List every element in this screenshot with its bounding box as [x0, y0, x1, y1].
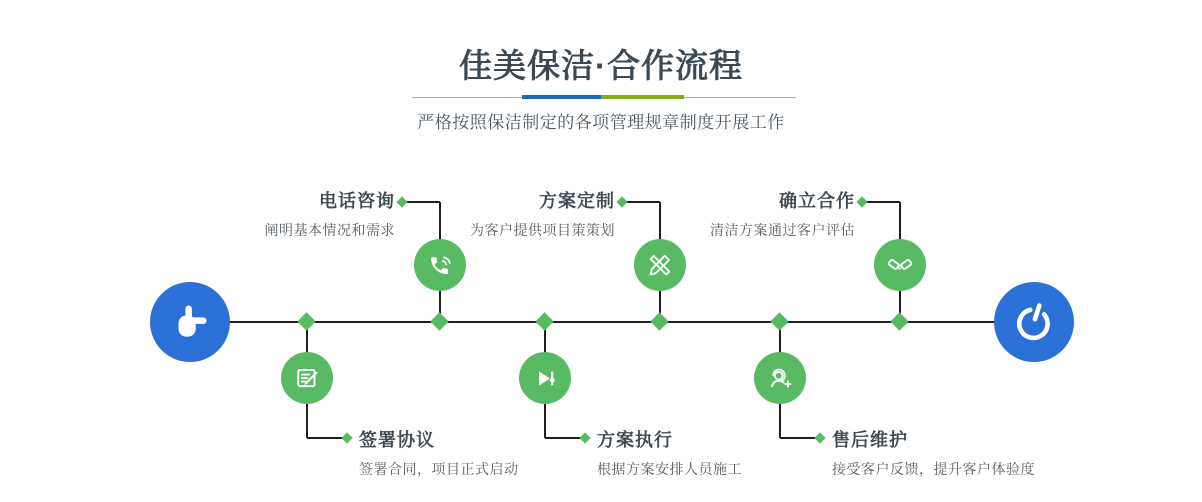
- label-bullet-diamond: [856, 196, 867, 207]
- end-circle: [994, 282, 1074, 362]
- phone-icon: [425, 250, 455, 280]
- step-title: 签署协议: [359, 430, 435, 450]
- pointing-hand-icon: [167, 299, 213, 345]
- step-label-sign: [359, 426, 519, 479]
- step-circle-sign: [281, 352, 333, 404]
- play-slider-icon: [530, 363, 560, 393]
- timeline-node-diamond: [770, 312, 788, 330]
- timeline-node-diamond: [650, 312, 668, 330]
- page-title: 佳美保洁·合作流程: [459, 47, 743, 84]
- handshake-icon: [885, 250, 915, 280]
- timeline-node-diamond: [890, 312, 908, 330]
- step-desc: 接受客户反馈，提升客户体验度: [832, 461, 1035, 477]
- step-title: 电话咨询: [319, 191, 395, 211]
- headset-plus-icon: [765, 363, 795, 393]
- step-circle-plan: [634, 239, 686, 291]
- divider-green-segment: [601, 95, 684, 99]
- divider-blue-segment: [522, 95, 601, 99]
- title-divider: [412, 95, 796, 100]
- step-title: 售后维护: [832, 430, 908, 450]
- step-desc: 阐明基本情况和需求: [264, 222, 395, 238]
- label-bullet-diamond: [396, 196, 407, 207]
- step-title: 确立合作: [779, 191, 855, 211]
- step-label-cooperation: [710, 187, 855, 240]
- step-label-aftersale: [832, 426, 1035, 479]
- step-circle-aftersale: [754, 352, 806, 404]
- step-circle-phone: [414, 239, 466, 291]
- step-label-plan: [470, 187, 615, 240]
- timeline-node-diamond: [297, 312, 315, 330]
- pencil-tools-icon: [645, 250, 675, 280]
- step-label-phone: [265, 187, 396, 240]
- step-circle-execute: [519, 352, 571, 404]
- timeline-node-diamond: [430, 312, 448, 330]
- document-pen-icon: [292, 363, 322, 393]
- step-title: 方案执行: [597, 430, 673, 450]
- page-subtitle: 严格按照保洁制定的各项管理规章制度开展工作: [417, 113, 785, 132]
- step-circle-cooperation: [874, 239, 926, 291]
- label-bullet-diamond: [341, 432, 352, 443]
- label-bullet-diamond: [579, 432, 590, 443]
- step-desc: 根据方案安排人员施工: [597, 461, 742, 477]
- step-title: 方案定制: [539, 191, 615, 211]
- label-bullet-diamond: [814, 432, 825, 443]
- label-bullet-diamond: [616, 196, 627, 207]
- step-desc: 清洁方案通过客户评估: [710, 222, 855, 238]
- power-icon: [1011, 299, 1057, 345]
- start-circle: [150, 282, 230, 362]
- step-desc: 为客户提供项目策策划: [470, 222, 615, 238]
- timeline-node-diamond: [535, 312, 553, 330]
- step-desc: 签署合同，项目正式启动: [359, 461, 519, 477]
- step-label-execute: [597, 426, 742, 479]
